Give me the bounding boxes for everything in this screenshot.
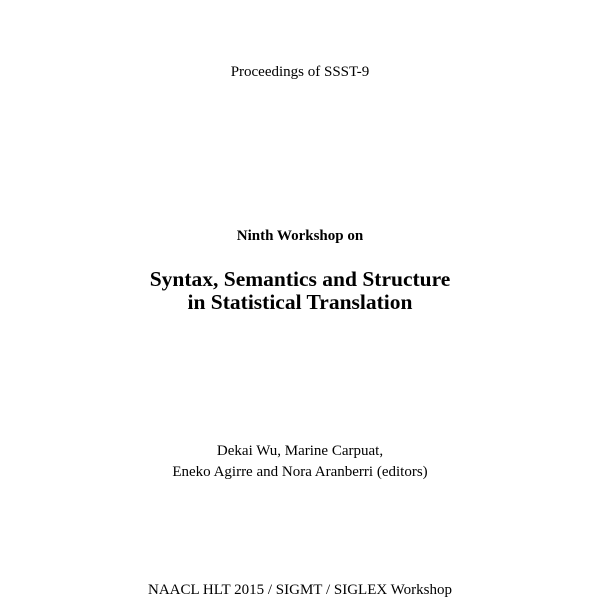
editors-line-2: Eneko Agirre and Nora Aranberri (editors) — [172, 464, 428, 480]
conference-footer: NAACL HLT 2015 / SIGMT / SIGLEX Workshop — [148, 582, 452, 598]
proceedings-heading: Proceedings of SSST-9 — [230, 64, 370, 80]
workshop-title — [0, 268, 600, 314]
title-line-1: Syntax, Semantics and Structure — [149, 267, 451, 291]
editors-line-1: Dekai Wu, Marine Carpuat, — [216, 443, 384, 459]
title-line-2: in Statistical Translation — [187, 290, 413, 314]
workshop-intro: Ninth Workshop on — [236, 228, 364, 244]
editors-block — [0, 441, 600, 483]
